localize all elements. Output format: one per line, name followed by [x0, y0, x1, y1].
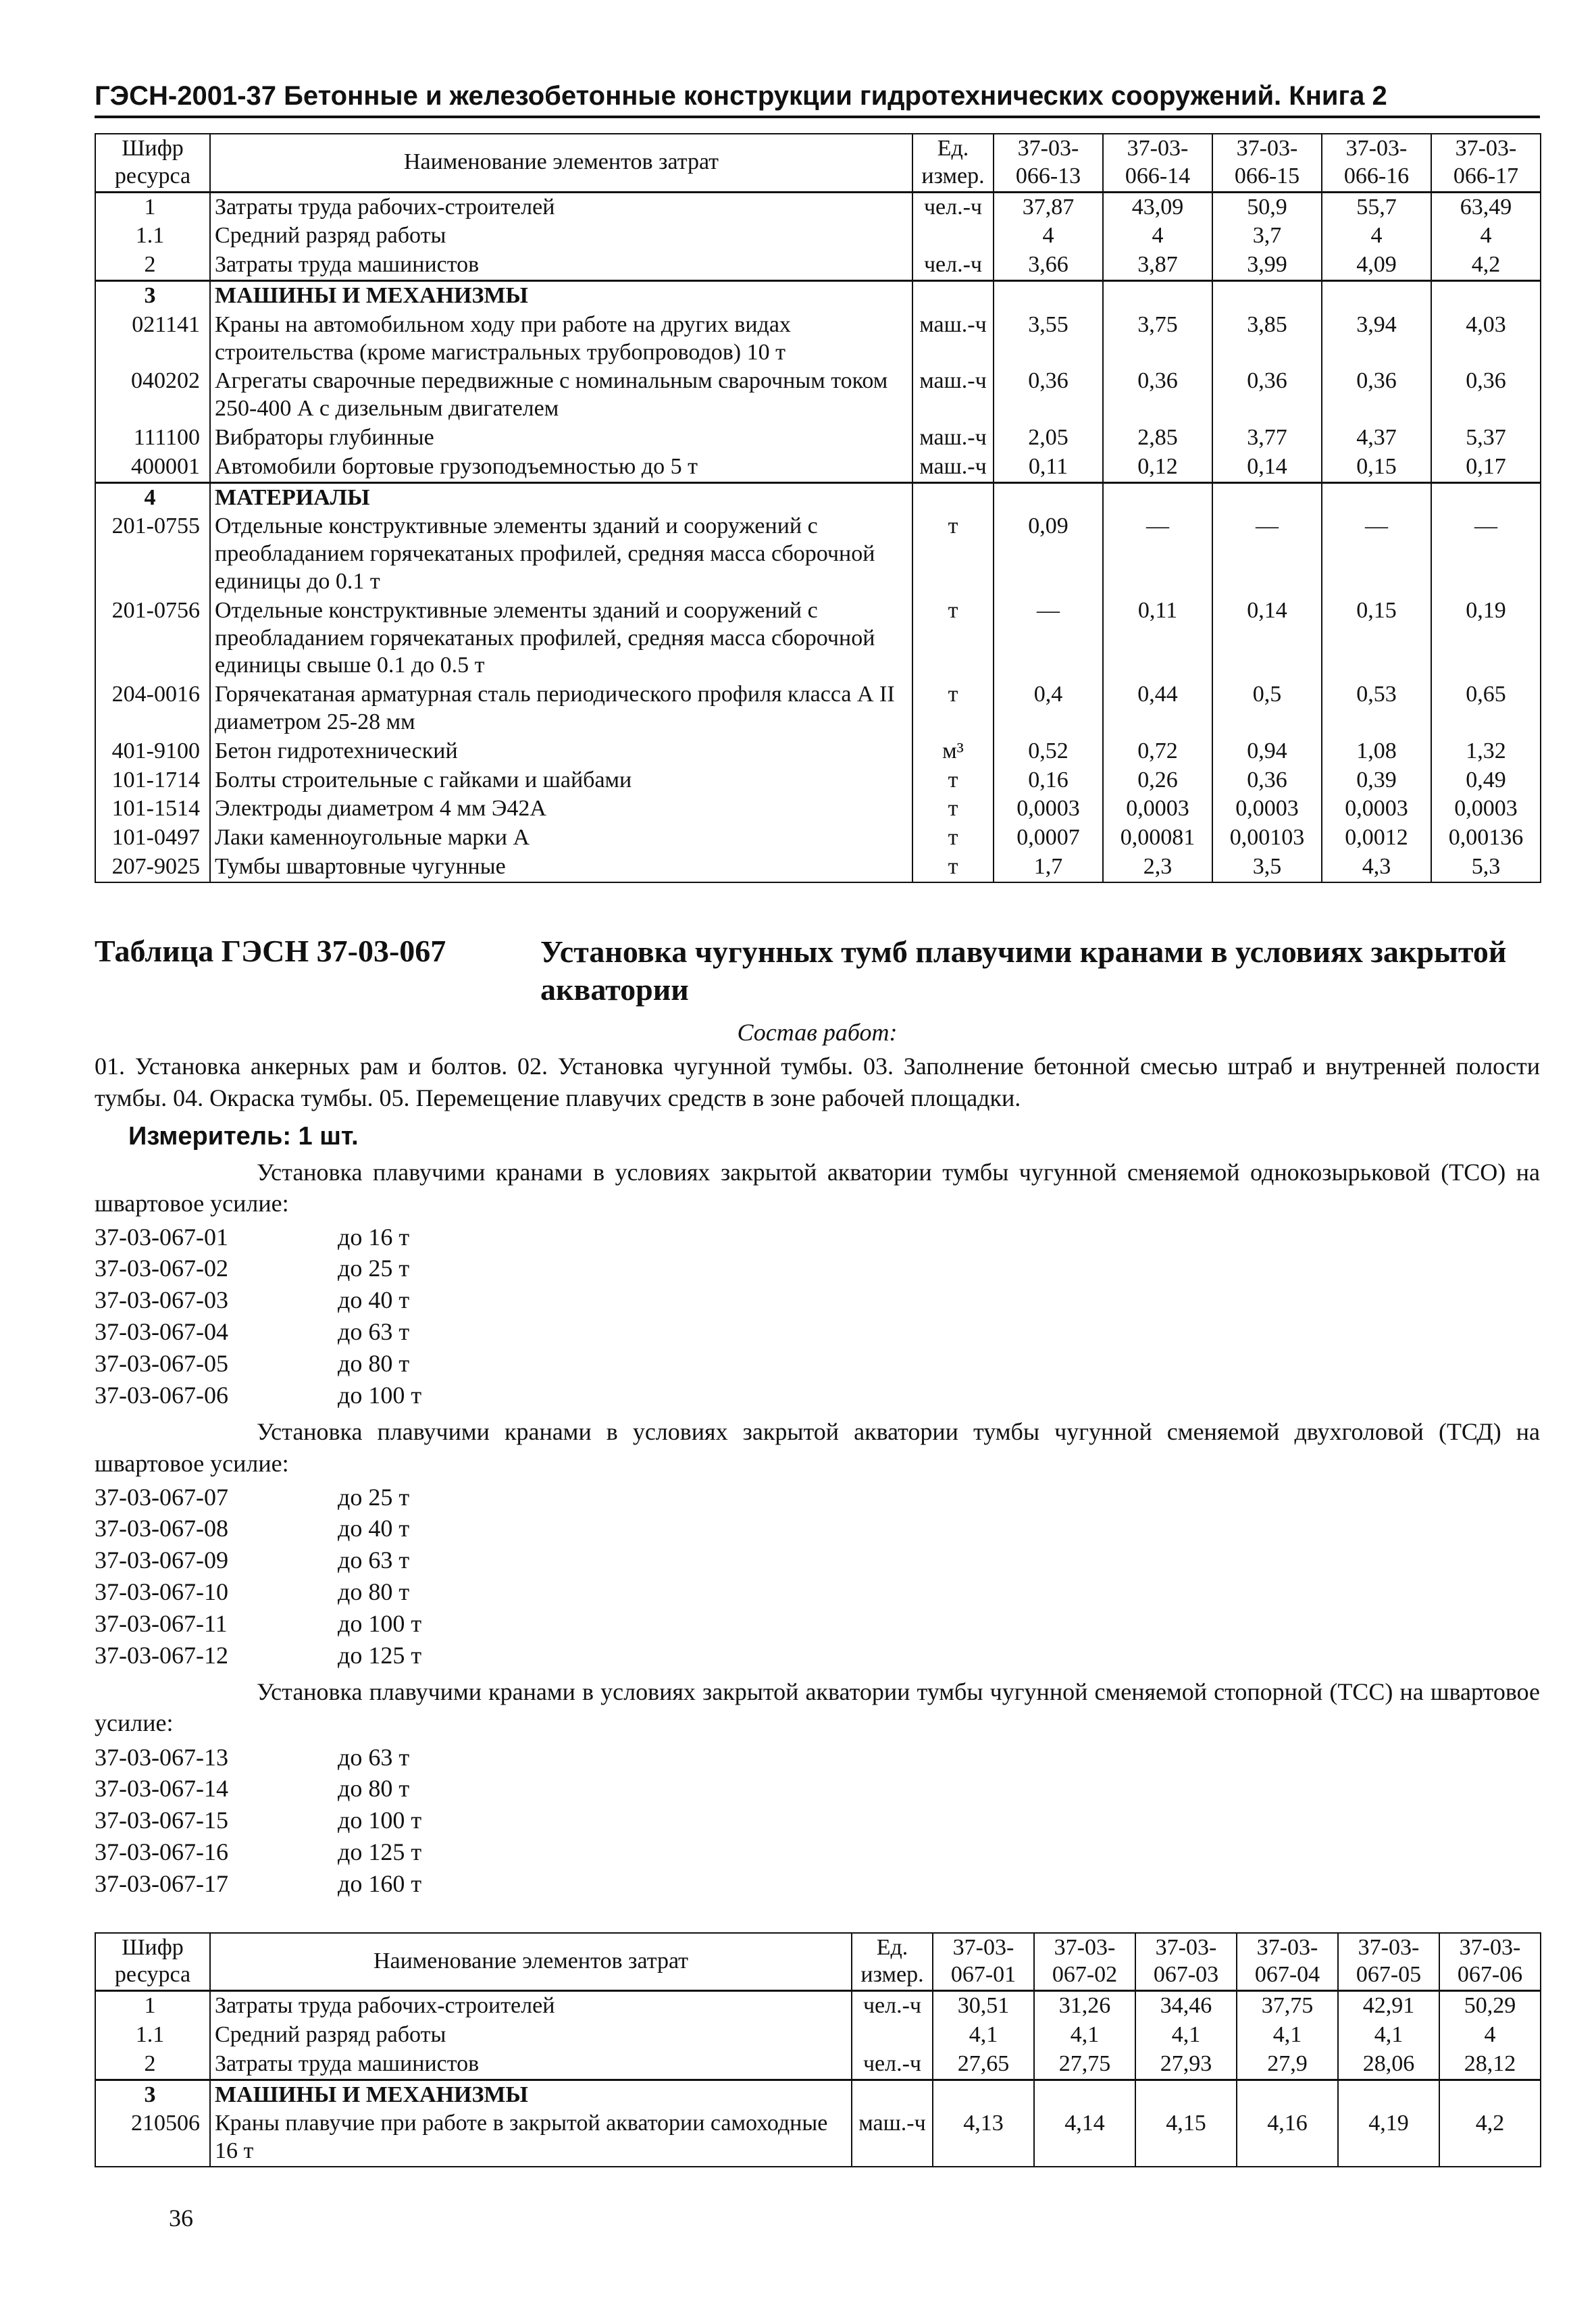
header-norm-code: 37-03-067-01	[933, 1933, 1034, 1991]
row-name: Лаки каменноугольные марки А	[210, 824, 912, 853]
row-code: 101-1514	[95, 795, 210, 824]
row-unit: т	[912, 766, 994, 795]
row-name: Отдельные конструктивные элементы зданий и сооружений с преобладанием горячекатаных профилей, средняя масса сборочной единицы свыше 0.1 до 0.5 т	[210, 597, 912, 680]
row-value: 4	[1322, 222, 1431, 251]
section-heading: МАШИНЫ И МЕХАНИЗМЫ	[210, 280, 912, 310]
row-name: Вибраторы глубинные	[210, 424, 912, 453]
row-value: —	[1212, 512, 1322, 596]
position-desc: до 40 т	[338, 1515, 410, 1542]
row-name: Отдельные конструктивные элементы зданий и сооружений с преобладанием горячекатаных профилей, средняя масса сборочной единицы до 0.1 т	[210, 512, 912, 596]
table-row	[95, 424, 1541, 453]
row-value	[1431, 280, 1541, 310]
row-value: 0,12	[1103, 453, 1212, 482]
row-value: 0,00081	[1103, 824, 1212, 853]
document-page	[95, 81, 1540, 2167]
row-value: 28,12	[1439, 2050, 1541, 2080]
row-code: 204-0016	[95, 680, 210, 737]
row-value: 4,19	[1338, 2109, 1439, 2167]
table-row	[95, 251, 1541, 280]
position-desc: до 63 т	[338, 1318, 410, 1346]
row-value: —	[1431, 512, 1541, 596]
table-row	[95, 597, 1541, 680]
row-value: 31,26	[1034, 1991, 1135, 2021]
table-row	[95, 280, 1541, 310]
table-row	[95, 367, 1541, 424]
header-norm-code: 37-03-067-03	[1135, 1933, 1237, 1991]
position-code: 37-03-067-05	[95, 1349, 228, 1377]
composition-text: 01. Установка анкерных рам и болтов. 02. Установка чугунной тумбы. 03. Заполнение бетонной смесью штраб и внутренней полости тумбы. 04. Окраска тумбы. 05. Перемещение плавучих средств в зоне рабочей площадки.	[95, 1052, 1540, 1111]
row-code: 111100	[95, 424, 210, 453]
header-norm-code: 37-03-067-06	[1439, 1933, 1541, 1991]
row-unit: т	[912, 680, 994, 737]
row-code: 1.1	[95, 2021, 210, 2050]
row-value	[994, 280, 1103, 310]
row-value: 0,17	[1431, 453, 1541, 482]
row-value: 4,1	[1135, 2021, 1237, 2050]
header-norm-code: 37-03-066-13	[994, 134, 1103, 192]
row-unit: т	[912, 597, 994, 680]
table-number: Таблица ГЭСН 37-03-067	[95, 933, 446, 968]
row-value: 0,36	[1103, 367, 1212, 424]
position-row	[95, 1482, 1540, 1513]
row-name: Агрегаты сварочные передвижные с номинальным сварочным током 250-400 А с дизельным двигателем	[210, 367, 912, 424]
row-value: —	[1322, 512, 1431, 596]
position-code: 37-03-067-01	[95, 1223, 228, 1251]
row-value: 4,16	[1237, 2109, 1338, 2167]
position-row	[95, 1380, 1540, 1411]
row-value: 4	[1431, 222, 1541, 251]
row-value: 4,09	[1322, 251, 1431, 280]
row-value: 0,26	[1103, 766, 1212, 795]
row-code: 3	[95, 280, 210, 310]
header-norm-code: 37-03-066-16	[1322, 134, 1431, 192]
row-unit: маш.-ч	[912, 311, 994, 368]
position-desc: до 16 т	[338, 1223, 410, 1251]
row-value: 0,0003	[1322, 795, 1431, 824]
composition-label: Состав работ:	[737, 1018, 898, 1046]
meter-label: Измеритель: 1 шт.	[128, 1122, 359, 1151]
row-value: 27,93	[1135, 2050, 1237, 2080]
row-value: 4,3	[1322, 853, 1431, 882]
row-value: 4,37	[1322, 424, 1431, 453]
row-value: 0,65	[1431, 680, 1541, 737]
row-value	[1103, 280, 1212, 310]
row-unit: маш.-ч	[852, 2109, 933, 2167]
row-value: 50,9	[1212, 192, 1322, 222]
row-value: 2,05	[994, 424, 1103, 453]
row-name: Горячекатаная арматурная сталь периодического профиля класса А II диаметром 25-28 мм	[210, 680, 912, 737]
row-value: 0,16	[994, 766, 1103, 795]
row-unit	[852, 2080, 933, 2109]
row-value: 4	[1103, 222, 1212, 251]
table-row	[95, 222, 1541, 251]
row-code: 1	[95, 1991, 210, 2021]
header-name: Наименование элементов затрат	[210, 134, 912, 192]
row-value	[994, 482, 1103, 512]
header-norm-code: 37-03-066-15	[1212, 134, 1322, 192]
section-heading: МАТЕРИАЛЫ	[210, 482, 912, 512]
position-desc: до 80 т	[338, 1578, 410, 1606]
position-row	[95, 1608, 1540, 1640]
row-value: 3,55	[994, 311, 1103, 368]
resource-table-067	[95, 1932, 1541, 2167]
row-name: Средний разряд работы	[210, 2021, 852, 2050]
row-value: 0,0003	[1431, 795, 1541, 824]
row-value: 4	[1439, 2021, 1541, 2050]
row-value: 4,1	[1034, 2021, 1135, 2050]
row-value	[1212, 280, 1322, 310]
row-value: 0,49	[1431, 766, 1541, 795]
table-title-block	[95, 933, 1540, 1009]
row-code: 4	[95, 482, 210, 512]
row-value: 0,15	[1322, 453, 1431, 482]
table-row	[95, 737, 1541, 766]
position-row	[95, 1805, 1540, 1836]
row-code: 021141	[95, 311, 210, 368]
row-value: 4,1	[1237, 2021, 1338, 2050]
table-row	[95, 824, 1541, 853]
row-value: 0,0003	[1212, 795, 1322, 824]
row-value: 2,3	[1103, 853, 1212, 882]
row-value: 37,87	[994, 192, 1103, 222]
position-code: 37-03-067-15	[95, 1807, 228, 1834]
row-value: 3,99	[1212, 251, 1322, 280]
row-name: Затраты труда машинистов	[210, 2050, 852, 2080]
row-value: 0,15	[1322, 597, 1431, 680]
row-name: Краны на автомобильном ходу при работе на других видах строительства (кроме магистральных трубопроводов) 10 т	[210, 311, 912, 368]
table-header-row	[95, 134, 1541, 192]
row-name: Болты строительные с гайками и шайбами	[210, 766, 912, 795]
header-norm-code: 37-03-066-14	[1103, 134, 1212, 192]
row-value: 0,36	[1212, 766, 1322, 795]
row-value: 3,75	[1103, 311, 1212, 368]
table-row	[95, 766, 1541, 795]
row-value: 0,36	[1322, 367, 1431, 424]
row-value: 0,36	[994, 367, 1103, 424]
position-desc: до 100 т	[338, 1381, 422, 1409]
row-value: 0,44	[1103, 680, 1212, 737]
table-row	[95, 311, 1541, 368]
row-value: 0,94	[1212, 737, 1322, 766]
position-desc: до 80 т	[338, 1349, 410, 1377]
row-code: 1	[95, 192, 210, 222]
position-code: 37-03-067-14	[95, 1775, 228, 1803]
row-value: 5,3	[1431, 853, 1541, 882]
row-code: 1.1	[95, 222, 210, 251]
row-unit: т	[912, 824, 994, 853]
row-value: 3,85	[1212, 311, 1322, 368]
row-code: 3	[95, 2080, 210, 2109]
row-code: 400001	[95, 453, 210, 482]
row-value: 37,75	[1237, 1991, 1338, 2021]
row-value: 0,4	[994, 680, 1103, 737]
row-value: 0,00136	[1431, 824, 1541, 853]
running-head: ГЭСН-2001-37 Бетонные и железобетонные конструкции гидротехнических сооружений. Книга 2	[95, 81, 1540, 118]
row-value	[1338, 2080, 1439, 2109]
header-name: Наименование элементов затрат	[210, 1933, 852, 1991]
row-value: 3,5	[1212, 853, 1322, 882]
position-desc: до 80 т	[338, 1775, 410, 1803]
group-intro: Установка плавучими кранами в условиях закрытой акватории тумбы чугунной сменяемой однокозырьковой (ТСО) на швартовое усилие:	[95, 1158, 1540, 1217]
row-unit	[912, 482, 994, 512]
row-value: 0,00103	[1212, 824, 1322, 853]
row-value: 2,85	[1103, 424, 1212, 453]
row-unit: чел.-ч	[912, 192, 994, 222]
row-code: 201-0756	[95, 597, 210, 680]
header-code: Шифр ресурса	[95, 134, 210, 192]
position-desc: до 100 т	[338, 1609, 422, 1637]
row-value: 4,14	[1034, 2109, 1135, 2167]
row-value	[933, 2080, 1034, 2109]
row-value: 4,1	[1338, 2021, 1439, 2050]
row-unit: маш.-ч	[912, 424, 994, 453]
row-value: 0,0003	[1103, 795, 1212, 824]
group-intro: Установка плавучими кранами в условиях закрытой акватории тумбы чугунной сменяемой стопорной (ТСС) на швартовое усилие:	[95, 1678, 1540, 1737]
header-norm-code: 37-03-067-04	[1237, 1933, 1338, 1991]
row-value: 27,9	[1237, 2050, 1338, 2080]
row-unit: маш.-ч	[912, 367, 994, 424]
position-code: 37-03-067-03	[95, 1286, 228, 1314]
position-desc: до 125 т	[338, 1838, 422, 1865]
row-value: 0,14	[1212, 597, 1322, 680]
header-unit: Ед. измер.	[912, 134, 994, 192]
header-unit: Ед. измер.	[852, 1933, 933, 1991]
position-code: 37-03-067-10	[95, 1578, 228, 1606]
table-row	[95, 482, 1541, 512]
row-value	[1103, 482, 1212, 512]
row-value: 0,52	[994, 737, 1103, 766]
row-name: Затраты труда машинистов	[210, 251, 912, 280]
position-row	[95, 1544, 1540, 1576]
row-value: 3,94	[1322, 311, 1431, 368]
row-value: 4,2	[1439, 2109, 1541, 2167]
table-row	[95, 192, 1541, 222]
table-row	[95, 453, 1541, 482]
row-value: 0,53	[1322, 680, 1431, 737]
row-value: 4	[994, 222, 1103, 251]
position-code: 37-03-067-02	[95, 1255, 228, 1282]
row-value: 0,0003	[994, 795, 1103, 824]
table-row	[95, 2109, 1541, 2167]
table-row	[95, 853, 1541, 882]
position-desc: до 160 т	[338, 1869, 422, 1897]
position-desc: до 25 т	[338, 1255, 410, 1282]
row-value: 42,91	[1338, 1991, 1439, 2021]
row-code: 040202	[95, 367, 210, 424]
position-row	[95, 1576, 1540, 1608]
row-value: 0,72	[1103, 737, 1212, 766]
position-row	[95, 1868, 1540, 1900]
row-code: 2	[95, 2050, 210, 2080]
position-desc: до 125 т	[338, 1641, 422, 1669]
row-value: 0,0012	[1322, 824, 1431, 853]
row-code: 210506	[95, 2109, 210, 2167]
row-code: 2	[95, 251, 210, 280]
position-row	[95, 1316, 1540, 1348]
position-code: 37-03-067-12	[95, 1641, 228, 1669]
header-code: Шифр ресурса	[95, 1933, 210, 1991]
row-value: 0,39	[1322, 766, 1431, 795]
table-row	[95, 680, 1541, 737]
row-value	[1237, 2080, 1338, 2109]
position-code: 37-03-067-16	[95, 1838, 228, 1865]
row-value: 4,1	[933, 2021, 1034, 2050]
row-value	[1439, 2080, 1541, 2109]
table-row	[95, 795, 1541, 824]
row-unit: чел.-ч	[912, 251, 994, 280]
row-value	[1322, 482, 1431, 512]
position-desc: до 25 т	[338, 1483, 410, 1511]
row-value: 0,09	[994, 512, 1103, 596]
table-row	[95, 2050, 1541, 2080]
row-value: 27,75	[1034, 2050, 1135, 2080]
row-unit: чел.-ч	[852, 1991, 933, 2021]
position-desc: до 100 т	[338, 1807, 422, 1834]
position-row	[95, 1253, 1540, 1284]
row-value: 3,66	[994, 251, 1103, 280]
row-value: 3,87	[1103, 251, 1212, 280]
row-unit: т	[912, 795, 994, 824]
row-value: 4,03	[1431, 311, 1541, 368]
row-value: 34,46	[1135, 1991, 1237, 2021]
row-value: 50,29	[1439, 1991, 1541, 2021]
row-unit: т	[912, 512, 994, 596]
position-desc: до 63 т	[338, 1743, 410, 1771]
row-name: Электроды диаметром 4 мм Э42А	[210, 795, 912, 824]
row-value: 1,08	[1322, 737, 1431, 766]
position-code: 37-03-067-06	[95, 1381, 228, 1409]
position-code: 37-03-067-11	[95, 1609, 228, 1637]
row-name: Бетон гидротехнический	[210, 737, 912, 766]
row-value: 0,36	[1212, 367, 1322, 424]
row-unit: т	[912, 853, 994, 882]
header-norm-code: 37-03-066-17	[1431, 134, 1541, 192]
row-value	[1212, 482, 1322, 512]
row-value: 4,13	[933, 2109, 1034, 2167]
row-name: Средний разряд работы	[210, 222, 912, 251]
row-value: 4,2	[1431, 251, 1541, 280]
page-number: 36	[169, 2205, 193, 2232]
position-row	[95, 1742, 1540, 1774]
position-code: 37-03-067-09	[95, 1546, 228, 1574]
position-row	[95, 1640, 1540, 1671]
resource-table-066	[95, 133, 1541, 883]
row-name: Затраты труда рабочих-строителей	[210, 1991, 852, 2021]
header-norm-code: 37-03-067-02	[1034, 1933, 1135, 1991]
position-code: 37-03-067-17	[95, 1869, 228, 1897]
row-code: 207-9025	[95, 853, 210, 882]
row-name: Тумбы швартовные чугунные	[210, 853, 912, 882]
row-code: 101-1714	[95, 766, 210, 795]
row-code: 101-0497	[95, 824, 210, 853]
row-value: 1,32	[1431, 737, 1541, 766]
table-row	[95, 512, 1541, 596]
row-value	[1322, 280, 1431, 310]
position-desc: до 40 т	[338, 1286, 410, 1314]
table-title: Установка чугунных тумб плавучими кранами в условиях закрытой акватории	[540, 934, 1507, 1007]
position-code: 37-03-067-08	[95, 1515, 228, 1542]
row-value	[1135, 2080, 1237, 2109]
row-unit: маш.-ч	[912, 453, 994, 482]
row-name: Автомобили бортовые грузоподъемностью до 5 т	[210, 453, 912, 482]
row-unit	[912, 280, 994, 310]
table-row	[95, 2080, 1541, 2109]
row-value: —	[1103, 512, 1212, 596]
row-value: 0,36	[1431, 367, 1541, 424]
row-value: 0,0007	[994, 824, 1103, 853]
row-value: 55,7	[1322, 192, 1431, 222]
row-code: 201-0755	[95, 512, 210, 596]
row-value: 0,19	[1431, 597, 1541, 680]
position-code: 37-03-067-13	[95, 1743, 228, 1771]
position-row	[95, 1222, 1540, 1253]
position-row	[95, 1836, 1540, 1868]
section-heading: МАШИНЫ И МЕХАНИЗМЫ	[210, 2080, 852, 2109]
row-name: Затраты труда рабочих-строителей	[210, 192, 912, 222]
row-value: 0,14	[1212, 453, 1322, 482]
row-value: 3,77	[1212, 424, 1322, 453]
row-value: 0,11	[1103, 597, 1212, 680]
position-desc: до 63 т	[338, 1546, 410, 1574]
row-unit: м³	[912, 737, 994, 766]
row-value: 63,49	[1431, 192, 1541, 222]
position-row	[95, 1284, 1540, 1316]
row-value: 5,37	[1431, 424, 1541, 453]
row-unit	[912, 222, 994, 251]
row-value: 30,51	[933, 1991, 1034, 2021]
group-intro: Установка плавучими кранами в условиях закрытой акватории тумбы чугунной сменяемой двухголовой (ТСД) на швартовое усилие:	[95, 1418, 1540, 1477]
table-header-row	[95, 1933, 1541, 1991]
position-groups	[95, 1157, 1540, 1900]
row-value: 0,5	[1212, 680, 1322, 737]
row-value: 28,06	[1338, 2050, 1439, 2080]
position-row	[95, 1773, 1540, 1805]
table-row	[95, 2021, 1541, 2050]
row-name: Краны плавучие при работе в закрытой акватории самоходные 16 т	[210, 2109, 852, 2167]
row-value: 3,7	[1212, 222, 1322, 251]
row-value: 0,11	[994, 453, 1103, 482]
row-value: —	[994, 597, 1103, 680]
row-value: 1,7	[994, 853, 1103, 882]
position-row	[95, 1513, 1540, 1544]
row-value: 43,09	[1103, 192, 1212, 222]
position-code: 37-03-067-07	[95, 1483, 228, 1511]
header-norm-code: 37-03-067-05	[1338, 1933, 1439, 1991]
row-value	[1034, 2080, 1135, 2109]
row-value	[1431, 482, 1541, 512]
row-code: 401-9100	[95, 737, 210, 766]
row-unit	[852, 2021, 933, 2050]
position-code: 37-03-067-04	[95, 1318, 228, 1346]
position-row	[95, 1348, 1540, 1380]
row-value: 4,15	[1135, 2109, 1237, 2167]
table-row	[95, 1991, 1541, 2021]
row-value: 27,65	[933, 2050, 1034, 2080]
row-unit: чел.-ч	[852, 2050, 933, 2080]
